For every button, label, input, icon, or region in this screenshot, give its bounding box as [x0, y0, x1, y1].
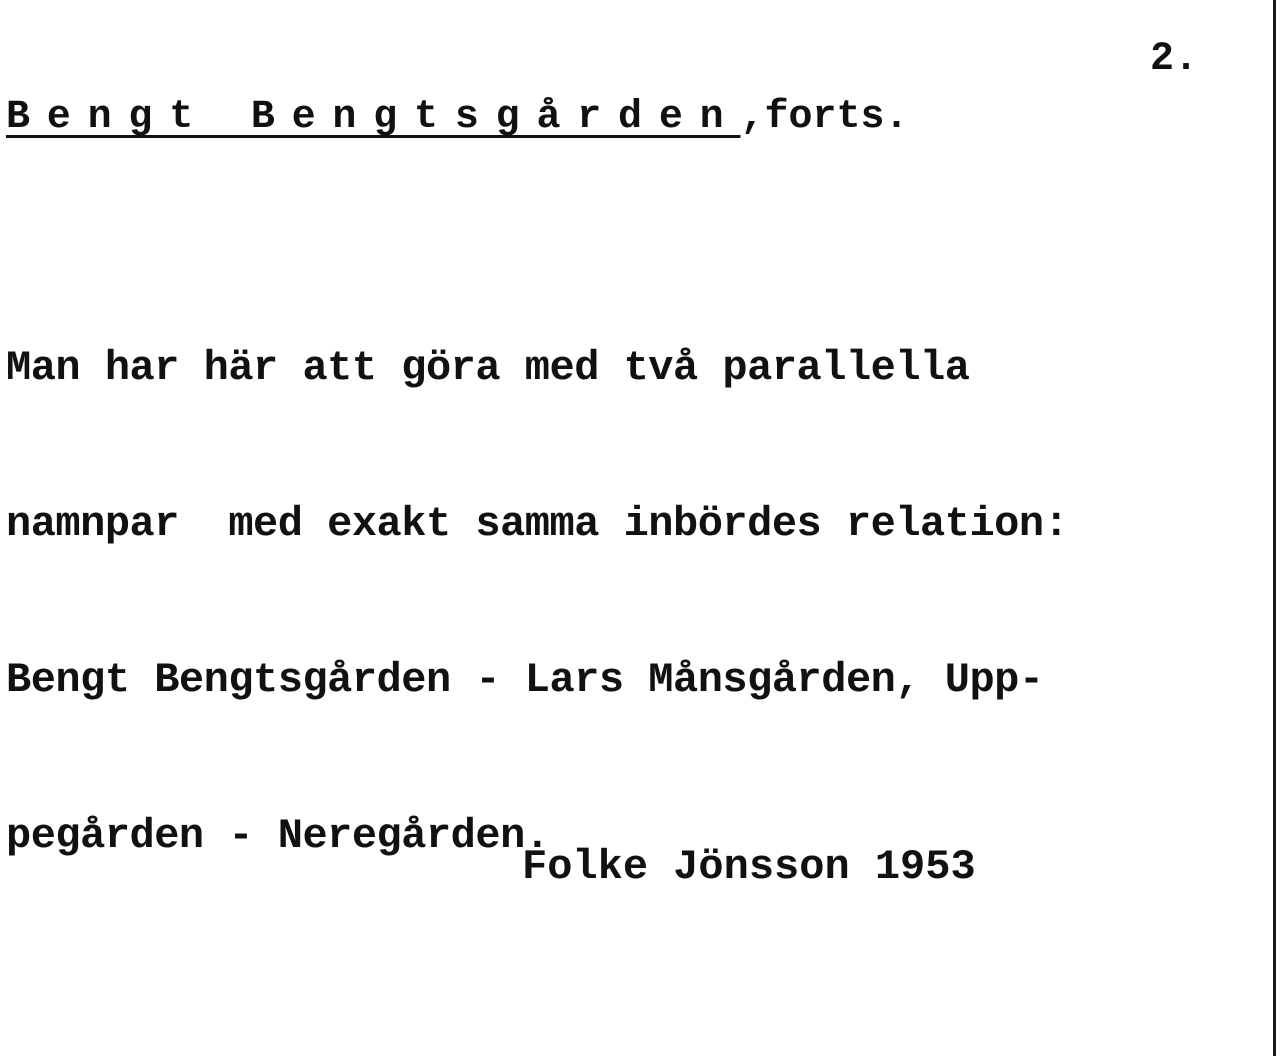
card-edge-line: [1273, 0, 1276, 1056]
heading-name: Bengt Bengtsgården: [6, 95, 741, 140]
page-number: 2.: [1150, 37, 1199, 82]
body-line: Man har här att göra med två parallella: [6, 344, 970, 392]
signature: Folke Jönsson 1953: [522, 843, 976, 891]
body-line: Bengt Bengtsgården - Lars Månsgården, Upp-: [6, 656, 1044, 704]
heading-suffix: ,forts.: [740, 95, 909, 140]
body-line: namnpar med exakt samma inbördes relation:: [6, 500, 1069, 548]
body-line: pegården - Neregården.: [6, 812, 550, 860]
card-heading: [6, 95, 909, 140]
